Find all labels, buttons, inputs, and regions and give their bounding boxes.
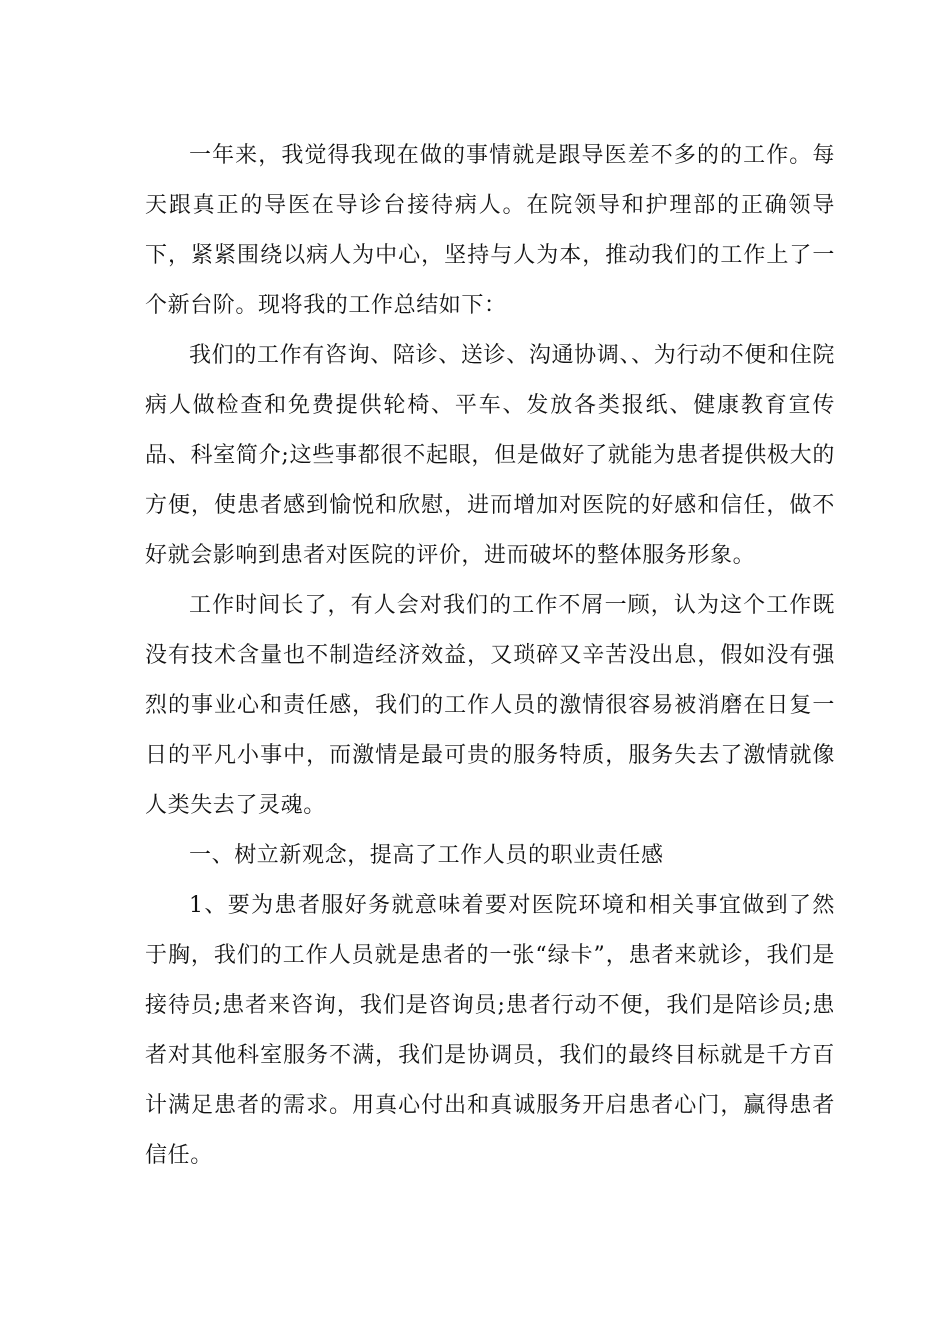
paragraph-item-1: 1、要为患者服好务就意味着要对医院环境和相关事宜做到了然于胸，我们的工作人员就是患者的一张“绿卡”，患者来就诊，我们是接待员;患者来咨询，我们是咨询员;患者行动不便，我们是陪诊员;患者对其他科室服务不满，我们是协调员，我们的最终目标就是千方百计满足患者的需求。用真心付出和真诚服务开启患者心门，赢得患者信任。 xyxy=(145,893,835,1168)
document-page xyxy=(145,131,835,1181)
paragraph-intro: 一年来，我觉得我现在做的事情就是跟导医差不多的的工作。每天跟真正的导医在导诊台接待病人。在院领导和护理部的正确领导下，紧紧围绕以病人为中心，坚持与人为本，推动我们的工作上了一个新台阶。现将我的工作总结如下： xyxy=(145,143,835,318)
section-heading-1: 一、树立新观念，提高了工作人员的职业责任感 xyxy=(189,843,664,868)
paragraph-work-content: 我们的工作有咨询、陪诊、送诊、沟通协调、、为行动不便和住院病人做检查和免费提供轮椅、平车、发放各类报纸、健康教育宣传品、科室简介;这些事都很不起眼，但是做好了就能为患者提供极大的方便，使患者感到愉悦和欣慰，进而增加对医院的好感和信任，做不好就会影响到患者对医院的评价，进而破坏的整体服务形象。 xyxy=(145,343,835,568)
paragraph-work-attitude: 工作时间长了，有人会对我们的工作不屑一顾，认为这个工作既没有技术含量也不制造经济效益，又琐碎又辛苦没出息，假如没有强烈的事业心和责任感，我们的工作人员的激情很容易被消磨在日复一日的平凡小事中，而激情是最可贵的服务特质，服务失去了激情就像人类失去了灵魂。 xyxy=(145,593,835,818)
